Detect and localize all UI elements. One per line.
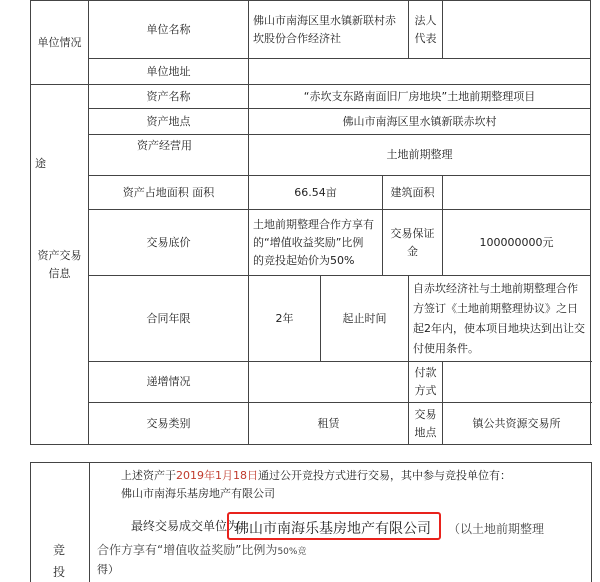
asset-location-label: 资产地点 <box>89 109 249 135</box>
payment-value <box>443 362 591 403</box>
winner-company: 佛山市南海乐基房地产有限公司 <box>235 521 431 537</box>
bid-line1-suffix: 通过公开竞投方式进行交易，其中参与竞投单位有： <box>258 469 511 482</box>
bid-line4-a: 合作方享有“增值收益奖励”比例为 <box>97 543 278 557</box>
bid-line4-b: 50%竞 <box>277 547 307 557</box>
base-price-line-b: 的“增值收益奖励”比例 <box>253 235 364 249</box>
type-label: 交易类别 <box>89 403 249 445</box>
base-price-value <box>249 210 383 276</box>
bid-line1-prefix: 上述资产于 <box>121 469 176 482</box>
legal-rep-label: 法人代表 <box>409 1 443 59</box>
bidding-line-3-tail: （以土地前期整理 <box>448 522 545 536</box>
area-label: 资产占地面积 面积 <box>89 176 249 210</box>
asset-use-label-b: 途 <box>35 157 46 170</box>
payment-label: 付款方式 <box>409 362 443 403</box>
bidding-section-label <box>31 463 90 582</box>
asset-location-value: 佛山市南海区里水镇新联赤坎村 <box>249 109 591 135</box>
asset-section-label: 资产交易信息 <box>31 85 89 445</box>
unit-address-label: 单位地址 <box>89 59 249 85</box>
bidding-label-a: 竞 <box>53 543 66 557</box>
unit-address-value <box>249 59 591 85</box>
base-price-line-c: 的竞投起始价为50% <box>253 253 355 267</box>
legal-rep-value <box>443 1 591 59</box>
bid-date: 2019年1月18日 <box>176 469 258 482</box>
term-label: 合同年限 <box>89 276 249 362</box>
venue-value: 镇公共资源交易所 <box>443 403 591 445</box>
asset-name-label: 资产名称 <box>89 85 249 109</box>
asset-use-label <box>35 135 249 176</box>
asset-use-value: 土地前期整理 <box>249 135 591 176</box>
area-value: 66.54亩 <box>249 176 383 210</box>
base-price-line-a: 土地前期整理合作方享有 <box>253 217 374 231</box>
deposit-value: 100000000元 <box>443 210 591 276</box>
increment-label: 递增情况 <box>89 362 249 403</box>
building-area-value <box>443 176 591 210</box>
bidding-line-4 <box>97 541 306 558</box>
venue-label: 交易地点 <box>409 403 443 445</box>
deposit-label: 交易保证金 <box>383 210 443 276</box>
bidding-line-2: 佛山市南海乐基房地产有限公司 <box>121 487 275 500</box>
asset-info-table <box>30 0 591 445</box>
building-area-label: 建筑面积 <box>383 176 443 210</box>
term-value: 2年 <box>249 276 321 362</box>
start-end-value: 自赤坎经济社与土地前期整理合作方签订《土地前期整理协议》之日起2年内，使本项目地块达到出让交付使用条件。 <box>409 276 591 362</box>
bidding-line-5: 得） <box>97 563 119 576</box>
asset-name-value: “赤坎支东路南面旧厂房地块”土地前期整理项目 <box>249 85 591 109</box>
type-value: 租赁 <box>249 403 409 445</box>
bidding-label-b: 投 <box>53 565 66 579</box>
unit-section-label: 单位情况 <box>31 1 89 85</box>
unit-name-label: 单位名称 <box>89 1 249 59</box>
unit-name-value: 佛山市南海区里水镇新联村赤坎股份合作经济社 <box>249 1 409 59</box>
start-end-label: 起止时间 <box>321 276 409 362</box>
bidding-line-1 <box>121 467 511 483</box>
increment-value <box>249 362 409 403</box>
base-price-label: 交易底价 <box>89 210 249 276</box>
asset-use-label-a: 资产经营用 <box>137 139 192 152</box>
bidding-line-3-label: 最终交易成交单位为： <box>131 519 252 533</box>
